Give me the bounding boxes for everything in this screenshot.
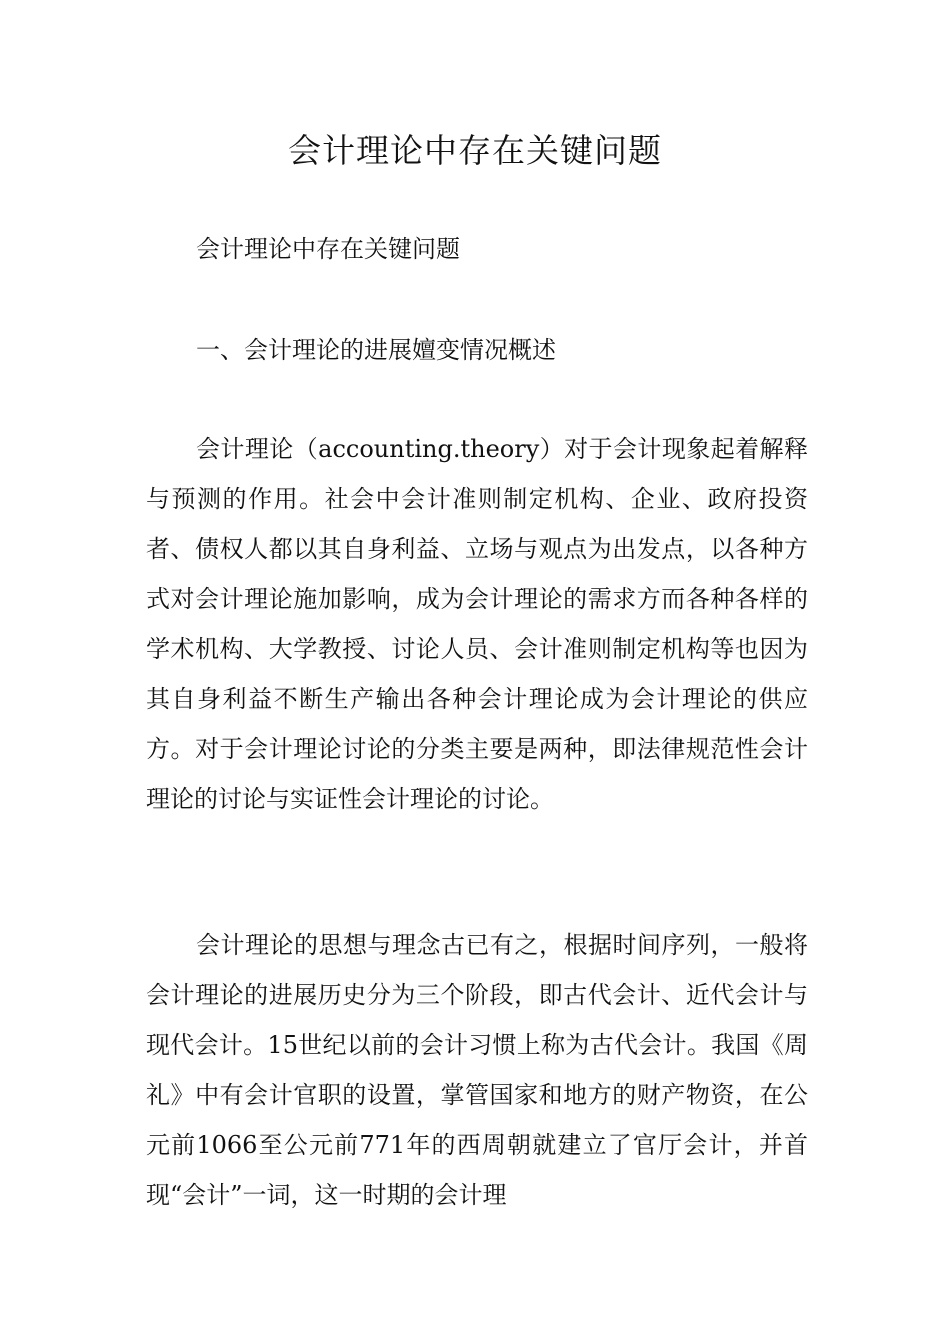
body-paragraph: 会计理论的思想与理念古已有之，根据时间序列，一般将会计理论的进展历史分为三个阶段，即古代会计、近代会计与现代会计。15世纪以前的会计习惯上称为古代会计。我国《周礼》中有会计官职的设置，掌管国家和地方的财产物资，在公元前1066至公元前771年的西周朝就建立了官厅会计，并首现“会计”一词，这一时期的会计理	[146, 931, 808, 1209]
document-title: 会计理论中存在关键问题	[288, 131, 662, 170]
document-subtitle: 会计理论中存在关键问题	[196, 235, 460, 263]
body-paragraph: 会计理论（accounting.theory）对于会计现象起着解释与预测的作用。社会中会计准则制定机构、企业、政府投资者、债权人都以其自身利益、立场与观点为出发点，以各种方式对会计理论施加影响，成为会计理论的需求方而各种各样的学术机构、大学教授、讨论人员、会计准则制定机构等也因为其自身利益不断生产输出各种会计理论成为会计理论的供应方。对于会计理论讨论的分类主要是两种，即法律规范性会计理论的讨论与实证性会计理论的讨论。	[146, 435, 808, 813]
section-heading: 一、会计理论的进展嬗变情况概述	[196, 336, 556, 364]
